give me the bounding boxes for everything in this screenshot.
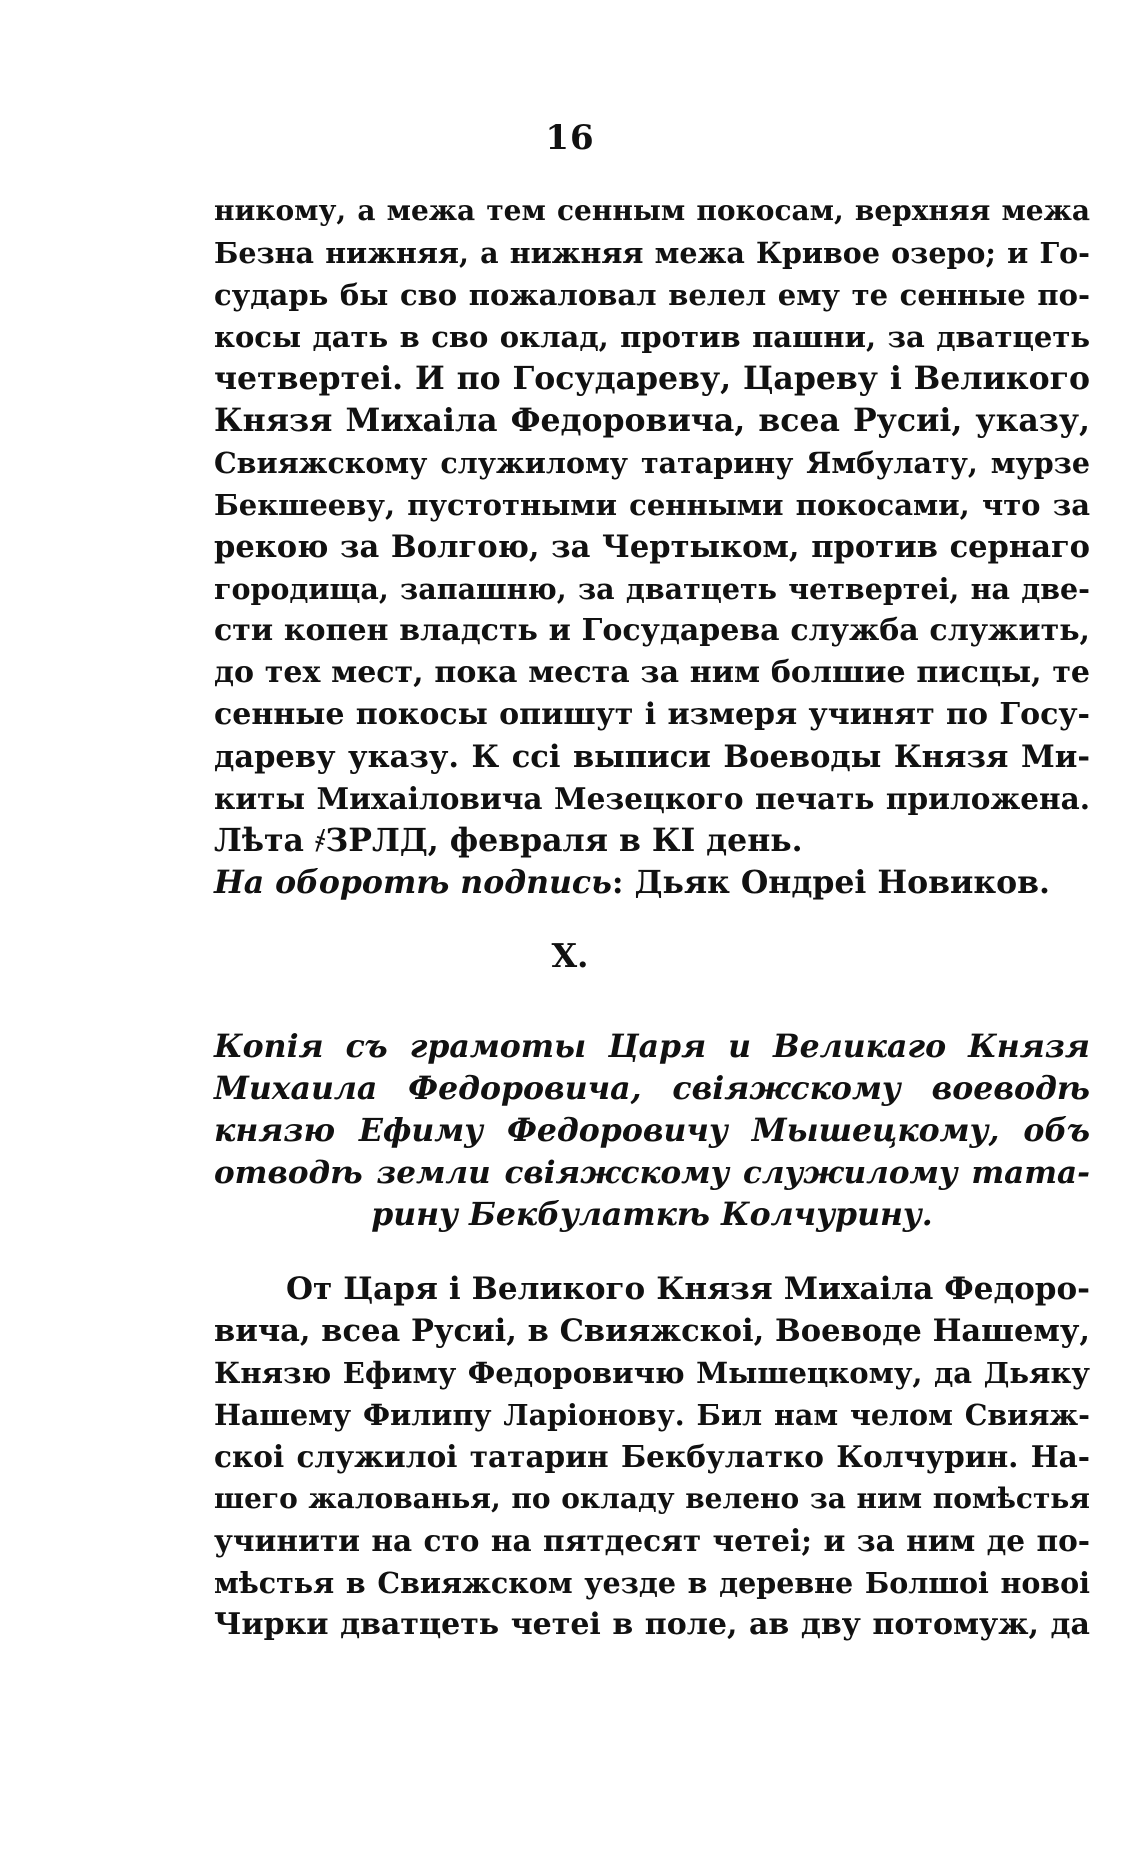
signature-line bbox=[214, 862, 1090, 904]
text-line: до тех мест, пока места за ним болшие писцы, те bbox=[214, 655, 1090, 690]
signature-prefix: На оборотѣ подпись bbox=[214, 864, 612, 901]
page-number: 16 bbox=[545, 118, 595, 158]
text-line: Свияжскому служилому татарину Ямбулату, мурзе bbox=[214, 446, 1090, 480]
body-text-continued bbox=[214, 190, 1090, 904]
heading-line: князю Ефиму Федоровичу Мышецкому, объ bbox=[214, 1112, 1090, 1149]
section-number: X. bbox=[551, 936, 589, 975]
heading-line: Копія съ грамоты Царя и Великаго Князя bbox=[214, 1028, 1090, 1065]
date-line: Лѣта ҂ЗРЛД, февраля в КІ день. bbox=[214, 822, 803, 859]
text-line: вича, всеа Русиі, в Свияжскоі, Воеводе Нашему, bbox=[214, 1313, 1090, 1349]
text-line: Нашему Филипу Ларіонову. Бил нам челом Свияж- bbox=[214, 1398, 1090, 1432]
text-line: сударь бы сво пожаловал велел ему те сенные по- bbox=[214, 278, 1090, 312]
text-line: От Царя і Великого Князя Михаіла Федоро- bbox=[286, 1271, 1090, 1307]
text-line: учинити на сто на пятдесят четеі; и за ним де по- bbox=[214, 1523, 1090, 1558]
text-line: Князя Михаіла Федоровича, всеа Русиі, указу, bbox=[214, 402, 1090, 439]
text-line: дареву указу. К ссі выписи Воеводы Князя Ми- bbox=[214, 739, 1090, 775]
text-line: никому, а межа тем сенным покосам, верхняя межа bbox=[214, 194, 1090, 227]
text-line: шего жалованья, по окладу велено за ним помѣстья bbox=[214, 1482, 1090, 1515]
text-line: сти копен владсть и Государева служба служить, bbox=[214, 613, 1090, 648]
heading-line: рину Бекбулаткѣ Колчурину. bbox=[371, 1196, 933, 1233]
text-line: скоі служилоі татарин Бекбулатко Колчурин. На- bbox=[214, 1439, 1090, 1474]
text-line: рекою за Волгою, за Чертыком, против сернаго bbox=[214, 529, 1090, 565]
document-body bbox=[214, 1268, 1090, 1646]
heading-line: отводѣ земли свіяжскому служилому тата- bbox=[214, 1155, 1090, 1191]
document-heading bbox=[214, 1026, 1090, 1236]
text-line: Чирки дватцеть четеі в поле, ав дву потомуж, да bbox=[214, 1607, 1090, 1642]
text-line: мѣстья в Свияжском уезде в деревне Болшоі новоі bbox=[214, 1566, 1090, 1600]
text-line: городища, запашню, за дватцеть четвертеі, на две- bbox=[214, 572, 1090, 606]
text-line: сенные покосы опишут і измеря учинят по Госу- bbox=[214, 697, 1090, 732]
heading-line: Михаила Федоровича, свіяжскому воеводѣ bbox=[214, 1070, 1090, 1107]
text-line: киты Михаіловича Мезецкого печать приложена. bbox=[214, 781, 1090, 816]
signature-rest: : Дьяк Ондреі Новиков. bbox=[611, 864, 1050, 901]
text-line: четвертеі. И по Государеву, Цареву і Великого bbox=[214, 360, 1090, 397]
text-line: Князю Ефиму Федоровичю Мышецкому, да Дьяку bbox=[214, 1356, 1090, 1390]
text-line: косы дать в сво оклад, против пашни, за дватцеть bbox=[214, 320, 1090, 354]
text-line: Бекшееву, пустотными сенными покосами, что за bbox=[214, 488, 1090, 522]
text-line: Безна нижняя, а нижняя межа Кривое озеро; и Го- bbox=[214, 236, 1090, 270]
